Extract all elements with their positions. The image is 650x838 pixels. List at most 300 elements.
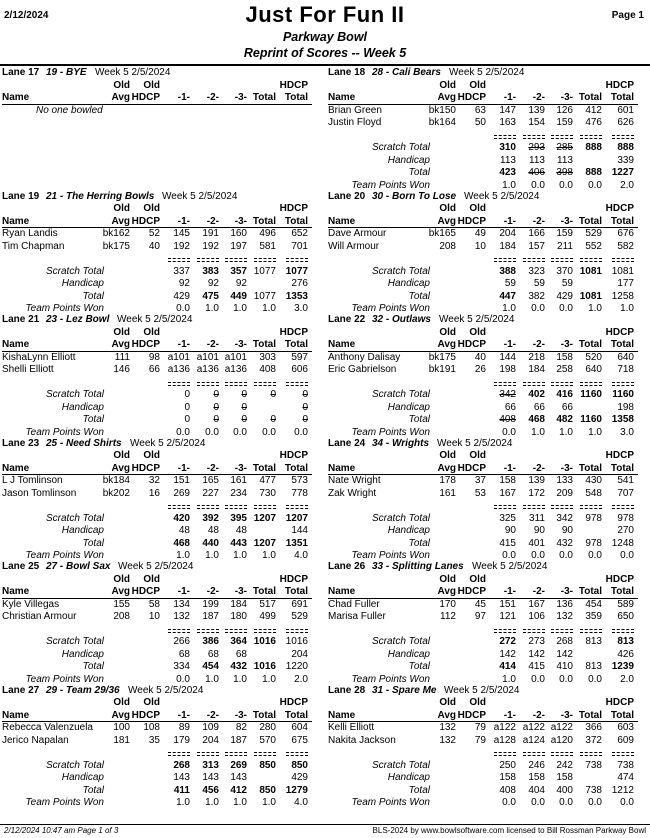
handicap-series-total: 701	[291, 240, 308, 252]
game1-score: a128	[493, 734, 516, 746]
handicap-series-total: 601	[617, 104, 634, 116]
name-column-header: Name	[328, 586, 356, 597]
hdcp-column-header: HDCP	[131, 215, 160, 227]
name-column-header: Name	[2, 709, 30, 721]
game1-score: a101	[167, 351, 190, 363]
hdcp-column-header: HDCP	[131, 462, 160, 474]
game3-score: 184	[230, 598, 247, 610]
totals-separator	[197, 755, 219, 756]
totals-g3: 432	[556, 537, 573, 549]
game2-column-header: -2-	[206, 462, 219, 474]
totals-g2: 142	[528, 648, 545, 660]
bowler-row	[2, 735, 324, 748]
no-bowlers-note	[2, 105, 324, 118]
totals-separator	[494, 505, 516, 506]
bowler-row	[328, 722, 650, 735]
totals-htotal: 0	[302, 389, 308, 400]
old-label: Old	[469, 203, 486, 214]
totals-separator	[494, 755, 516, 756]
totals-total: 1207	[253, 512, 276, 524]
series-total: 477	[259, 475, 276, 486]
totals-g1: 0.0	[176, 673, 190, 685]
hdcp-column-header: HDCP	[457, 462, 486, 474]
game3-column-header: -3-	[560, 586, 573, 597]
game2-column-header: -2-	[206, 92, 219, 103]
totals-separator	[225, 632, 247, 633]
totals-htotal: 2.0	[294, 673, 308, 685]
lane-number: Lane 18	[328, 67, 366, 78]
totals-htotal: 813	[617, 636, 634, 647]
bowler-name: Brian Green	[328, 104, 382, 116]
totals-separator	[225, 382, 247, 383]
name-column-header: Name	[328, 709, 356, 721]
series-total: 496	[259, 228, 276, 239]
old-label: Old	[439, 326, 456, 338]
name-column-header: Name	[2, 586, 30, 597]
game1-column-header: -1-	[177, 462, 190, 474]
totals-separator	[612, 261, 634, 262]
game3-score: 187	[230, 734, 247, 746]
bowler-handicap: 10	[148, 611, 160, 622]
totals-htotal: 0.0	[620, 550, 634, 561]
game3-score: 211	[557, 240, 573, 252]
lane-number: Lane 17	[2, 67, 40, 78]
old-label: Old	[113, 450, 130, 461]
team-total-row	[2, 785, 324, 798]
old-label: Old	[113, 573, 130, 585]
page-number: Page 1	[611, 10, 644, 21]
week-date: Week 5 2/5/2024	[130, 437, 206, 449]
totals-g3: 416	[556, 389, 573, 400]
footer-license: BLS-2024 by www.bowlsoftware.com licensed to Bill Rossman Parkway Bowl	[372, 826, 646, 835]
bowler-average: 170	[439, 598, 456, 610]
bowler-average: 208	[439, 240, 456, 252]
bowler-handicap: 40	[148, 240, 160, 252]
lane-number: Lane 21	[2, 314, 40, 325]
name-column-header: Name	[328, 92, 356, 103]
totals-total: 1081	[579, 290, 602, 302]
old-label: Old	[113, 203, 130, 214]
bowler-name: Rebecca Valenzuela	[2, 722, 93, 733]
scratch-total-row	[2, 636, 324, 649]
lane-heading	[328, 685, 650, 698]
old-label: Old	[143, 79, 160, 91]
totals-total: 1016	[253, 636, 276, 647]
game2-score: 187	[202, 611, 219, 622]
avg-column-header: Avg	[437, 709, 456, 721]
totals-separator	[254, 505, 276, 506]
hdcp-total-column-header: Total	[610, 339, 634, 350]
totals-total: 978	[585, 512, 602, 524]
game3-column-header: -3-	[234, 215, 247, 227]
game1-score: 89	[178, 722, 190, 733]
totals-htotal: 1353	[285, 290, 308, 302]
totals-separator	[225, 508, 247, 509]
totals-label: Team Points Won	[25, 673, 104, 685]
footer-rule	[0, 824, 650, 825]
bowler-average: 100	[113, 722, 130, 733]
totals-g1: 420	[173, 512, 190, 524]
hdcp-column-header: HDCP	[131, 339, 160, 350]
handicap-series-total: 541	[617, 475, 634, 486]
game2-score: 154	[528, 117, 545, 128]
totals-g2: 383	[202, 265, 219, 277]
totals-total: 0	[270, 414, 276, 425]
totals-g1: 158	[499, 772, 516, 783]
hdcp-total-column-header: Total	[284, 709, 308, 721]
totals-label: Scratch Total	[46, 759, 104, 771]
game1-score: a122	[493, 722, 516, 733]
totals-separator	[494, 385, 516, 386]
handicap-series-total: 582	[617, 240, 634, 252]
totals-g2: 0.0	[205, 426, 219, 438]
totals-g2: 273	[528, 636, 545, 647]
totals-g1: 325	[499, 512, 516, 524]
game2-score: a122	[522, 722, 545, 733]
totals-separator	[254, 755, 276, 756]
totals-separator	[523, 258, 545, 259]
totals-g1: 1.0	[502, 303, 516, 314]
totals-g2: 1.0	[205, 673, 219, 685]
week-date: Week 5 2/5/2024	[162, 190, 238, 202]
totals-g3: 395	[230, 512, 247, 524]
totals-separator	[286, 382, 308, 383]
avg-column-header: Avg	[111, 339, 130, 350]
totals-label: Handicap	[387, 772, 430, 783]
totals-g1: 272	[499, 636, 516, 647]
report-title: Just For Fun II	[245, 2, 405, 27]
totals-label: Team Points Won	[25, 797, 104, 808]
totals-separator	[168, 752, 190, 753]
bowler-row	[2, 364, 324, 377]
game3-score: 160	[230, 228, 247, 239]
bowler-row	[2, 611, 324, 624]
bowler-average: 161	[439, 487, 456, 499]
game3-score: 258	[556, 364, 573, 375]
totals-htotal: 2.0	[620, 673, 634, 685]
totals-label: Total	[408, 290, 430, 302]
totals-g3: 90	[561, 525, 573, 536]
bowler-name: Dave Armour	[328, 228, 387, 239]
totals-g3: 482	[556, 414, 573, 425]
lane-heading	[328, 438, 650, 451]
totals-separator	[523, 752, 545, 753]
totals-label: Handicap	[61, 772, 104, 783]
bowler-handicap: 40	[474, 351, 486, 363]
totals-g3: 342	[556, 512, 573, 524]
total-column-header: Total	[252, 92, 276, 103]
totals-separator	[225, 385, 247, 386]
handicap-series-total: 650	[617, 611, 634, 622]
totals-separator	[225, 629, 247, 630]
game1-score: 144	[499, 351, 516, 363]
totals-label: Handicap	[387, 401, 430, 413]
totals-g1: 411	[173, 784, 190, 796]
totals-separator	[286, 385, 308, 386]
totals-g2: 293	[528, 142, 545, 153]
old-label: Old	[143, 203, 160, 214]
game3-score: 197	[230, 240, 247, 252]
totals-g2: 311	[529, 512, 545, 524]
totals-total: 738	[585, 759, 602, 771]
totals-g2: 1.0	[205, 797, 219, 808]
totals-separator	[580, 382, 602, 383]
totals-g1: 0	[184, 401, 190, 413]
bowler-handicap: 108	[143, 722, 160, 733]
totals-separator	[494, 261, 516, 262]
totals-g3: 0.0	[559, 550, 573, 561]
bowler-average: bk175	[102, 240, 130, 252]
totals-g1: 310	[499, 142, 516, 153]
totals-g3: 432	[230, 661, 247, 672]
hdcp-column-header: HDCP	[457, 92, 486, 103]
column-header-top	[328, 697, 650, 710]
totals-htotal: 1160	[612, 389, 634, 400]
game1-score: 184	[499, 240, 516, 252]
totals-g1: 1.0	[502, 673, 516, 685]
handicap-series-total: 606	[291, 364, 308, 375]
series-total: 552	[585, 240, 602, 252]
team-points-row	[2, 797, 324, 810]
totals-total: 0.0	[588, 179, 602, 191]
game1-score: 158	[499, 475, 516, 486]
totals-label: Total	[408, 414, 430, 425]
handicap-series-total: 691	[291, 598, 308, 610]
totals-g3: 429	[556, 290, 573, 302]
game1-column-header: -1-	[177, 709, 190, 721]
totals-g1: 342	[499, 389, 516, 400]
game3-score: 136	[556, 598, 573, 610]
totals-g3: 1.0	[233, 673, 247, 685]
totals-g3: 400	[556, 784, 573, 796]
scratch-total-row	[2, 760, 324, 773]
handicap-series-total: 707	[617, 487, 634, 499]
series-total: 303	[259, 351, 276, 363]
totals-g3: 59	[561, 278, 573, 289]
game2-score: 167	[528, 598, 545, 610]
totals-label: Handicap	[387, 278, 430, 289]
handicap-series-total: 675	[291, 734, 308, 746]
totals-g1: 423	[499, 167, 516, 178]
lane-heading	[2, 314, 324, 327]
total-column-header: Total	[578, 462, 602, 474]
totals-g3: 92	[235, 278, 247, 289]
column-header-top	[2, 574, 324, 587]
hdcp-total-column-header: Total	[284, 586, 308, 597]
lane-heading	[2, 561, 324, 574]
bowler-name: L J Tomlinson	[2, 475, 63, 486]
totals-total: 1.0	[262, 673, 276, 685]
totals-total: 1.0	[588, 426, 602, 438]
name-column-header: Name	[328, 339, 356, 350]
game2-score: 218	[528, 351, 545, 363]
totals-g3: 66	[561, 401, 573, 413]
old-label: Old	[469, 326, 486, 338]
game2-column-header: -2-	[532, 215, 545, 227]
totals-htotal: 1248	[611, 537, 634, 549]
totals-separator	[168, 382, 190, 383]
totals-separator	[612, 508, 634, 509]
totals-separator	[551, 505, 573, 506]
totals-label: Scratch Total	[372, 512, 430, 524]
totals-g1: 0.0	[176, 303, 190, 314]
totals-label: Team Points Won	[351, 673, 430, 685]
bowler-row	[328, 475, 650, 488]
game2-column-header: -2-	[532, 709, 545, 721]
totals-g3: 268	[556, 636, 573, 647]
totals-separator	[580, 385, 602, 386]
game3-score: 209	[556, 487, 573, 499]
column-header-top	[328, 203, 650, 216]
bowler-name: Nakita Jackson	[328, 734, 396, 746]
hdcp-column-header: HDCP	[131, 586, 160, 597]
totals-g1: 266	[173, 636, 190, 647]
totals-htotal: 1.0	[620, 303, 634, 314]
totals-g1: 90	[504, 525, 516, 536]
totals-separator	[197, 629, 219, 630]
handicap-series-total: 676	[617, 228, 634, 239]
totals-g1: 334	[173, 661, 190, 672]
team-total-row	[328, 414, 650, 427]
totals-separator	[612, 382, 634, 383]
totals-separator	[523, 755, 545, 756]
totals-g1: 429	[173, 290, 190, 302]
totals-total: 813	[585, 661, 602, 672]
totals-total: 1077	[253, 265, 276, 277]
totals-g3: 0.0	[559, 673, 573, 685]
game1-score: 121	[499, 611, 516, 622]
week-date: Week 5 2/5/2024	[118, 561, 194, 572]
game2-column-header: -2-	[532, 339, 545, 350]
totals-htotal: 177	[617, 278, 634, 289]
bowler-average: 155	[113, 598, 130, 610]
totals-g1: 1.0	[176, 797, 190, 808]
avg-column-header: Avg	[437, 586, 456, 597]
week-date: Week 5 2/5/2024	[95, 67, 171, 78]
name-column-header: Name	[328, 215, 356, 227]
totals-total: 850	[259, 784, 276, 796]
hdcp-total-label: HDCP	[605, 697, 634, 708]
handicap-series-total: 626	[617, 117, 634, 128]
totals-htotal: 888	[617, 142, 634, 153]
totals-label: Scratch Total	[372, 142, 430, 153]
totals-htotal: 1016	[285, 636, 308, 647]
avg-column-header: Avg	[437, 339, 456, 350]
totals-separator	[523, 505, 545, 506]
name-column-header: Name	[328, 462, 356, 474]
lane-number: Lane 23	[2, 437, 40, 449]
totals-separator	[523, 382, 545, 383]
totals-g1: 68	[178, 648, 190, 660]
lane-number: Lane 19	[2, 190, 40, 202]
lane-heading	[2, 67, 324, 80]
handicap-series-total: 603	[617, 722, 634, 733]
totals-separator	[612, 385, 634, 386]
totals-separator	[523, 138, 545, 139]
totals-g2: 1.0	[531, 426, 545, 438]
hdcp-column-header: HDCP	[131, 92, 160, 103]
totals-g1: 415	[499, 537, 516, 549]
game3-column-header: -3-	[234, 462, 247, 474]
week-date: Week 5 2/5/2024	[464, 190, 540, 202]
series-total: 640	[585, 364, 602, 375]
bowler-average: 132	[439, 734, 456, 746]
series-total: 517	[259, 598, 276, 610]
game1-score: 134	[173, 598, 190, 610]
game1-score: 145	[173, 228, 190, 239]
totals-separator	[580, 508, 602, 509]
game3-column-header: -3-	[234, 709, 247, 721]
old-label: Old	[143, 573, 160, 585]
totals-label: Total	[82, 290, 104, 302]
totals-htotal: 1351	[285, 537, 308, 549]
bowler-handicap: 98	[148, 351, 160, 363]
totals-separator	[168, 258, 190, 259]
totals-label: Total	[408, 661, 430, 672]
bowler-row	[328, 241, 650, 254]
bowler-handicap: 50	[474, 117, 486, 128]
bowler-average: bk150	[428, 104, 456, 116]
game2-score: a124	[522, 734, 545, 746]
game3-column-header: -3-	[234, 339, 247, 350]
bowler-row	[328, 228, 650, 241]
game3-score: a122	[550, 722, 573, 733]
totals-htotal: 2.0	[620, 179, 634, 191]
totals-separator	[612, 505, 634, 506]
totals-separator	[168, 385, 190, 386]
bowler-average: 132	[439, 722, 456, 733]
totals-htotal: 474	[617, 772, 634, 783]
totals-htotal: 1077	[285, 265, 308, 277]
totals-separator	[197, 508, 219, 509]
totals-g2: 68	[207, 648, 219, 660]
totals-separator	[580, 505, 602, 506]
team-name: 30 - Born To Lose	[372, 190, 457, 202]
avg-column-header: Avg	[437, 462, 456, 474]
old-label: Old	[143, 450, 160, 461]
bowler-name: Zak Wright	[328, 487, 377, 499]
totals-separator	[612, 752, 634, 753]
total-column-header: Total	[252, 462, 276, 474]
totals-g1: 0	[184, 414, 190, 425]
handicap-series-total: 640	[617, 351, 634, 363]
week-date: Week 5 2/5/2024	[449, 67, 525, 78]
hdcp-column-header: HDCP	[457, 339, 486, 350]
totals-htotal: 204	[291, 648, 308, 660]
totals-separator	[254, 382, 276, 383]
game2-score: 139	[528, 104, 545, 116]
totals-htotal: 198	[617, 401, 634, 413]
totals-label: Team Points Won	[25, 303, 104, 314]
game3-score: a136	[224, 364, 247, 375]
bowler-row	[328, 735, 650, 748]
old-label: Old	[469, 450, 486, 461]
totals-label: Team Points Won	[25, 426, 104, 438]
totals-label: Team Points Won	[351, 550, 430, 561]
totals-g2: 143	[202, 772, 219, 783]
totals-label: Handicap	[61, 525, 104, 536]
series-total: 548	[585, 487, 602, 499]
totals-g3: 357	[230, 265, 247, 277]
totals-label: Handicap	[387, 525, 430, 536]
totals-g3: 242	[556, 759, 573, 771]
bowler-name: Marisa Fuller	[328, 611, 386, 622]
totals-separator	[612, 755, 634, 756]
totals-g2: 0	[213, 401, 219, 413]
bowler-name: Kelli Elliott	[328, 722, 375, 733]
series-total: 430	[585, 475, 602, 486]
game1-column-header: -1-	[503, 586, 516, 597]
